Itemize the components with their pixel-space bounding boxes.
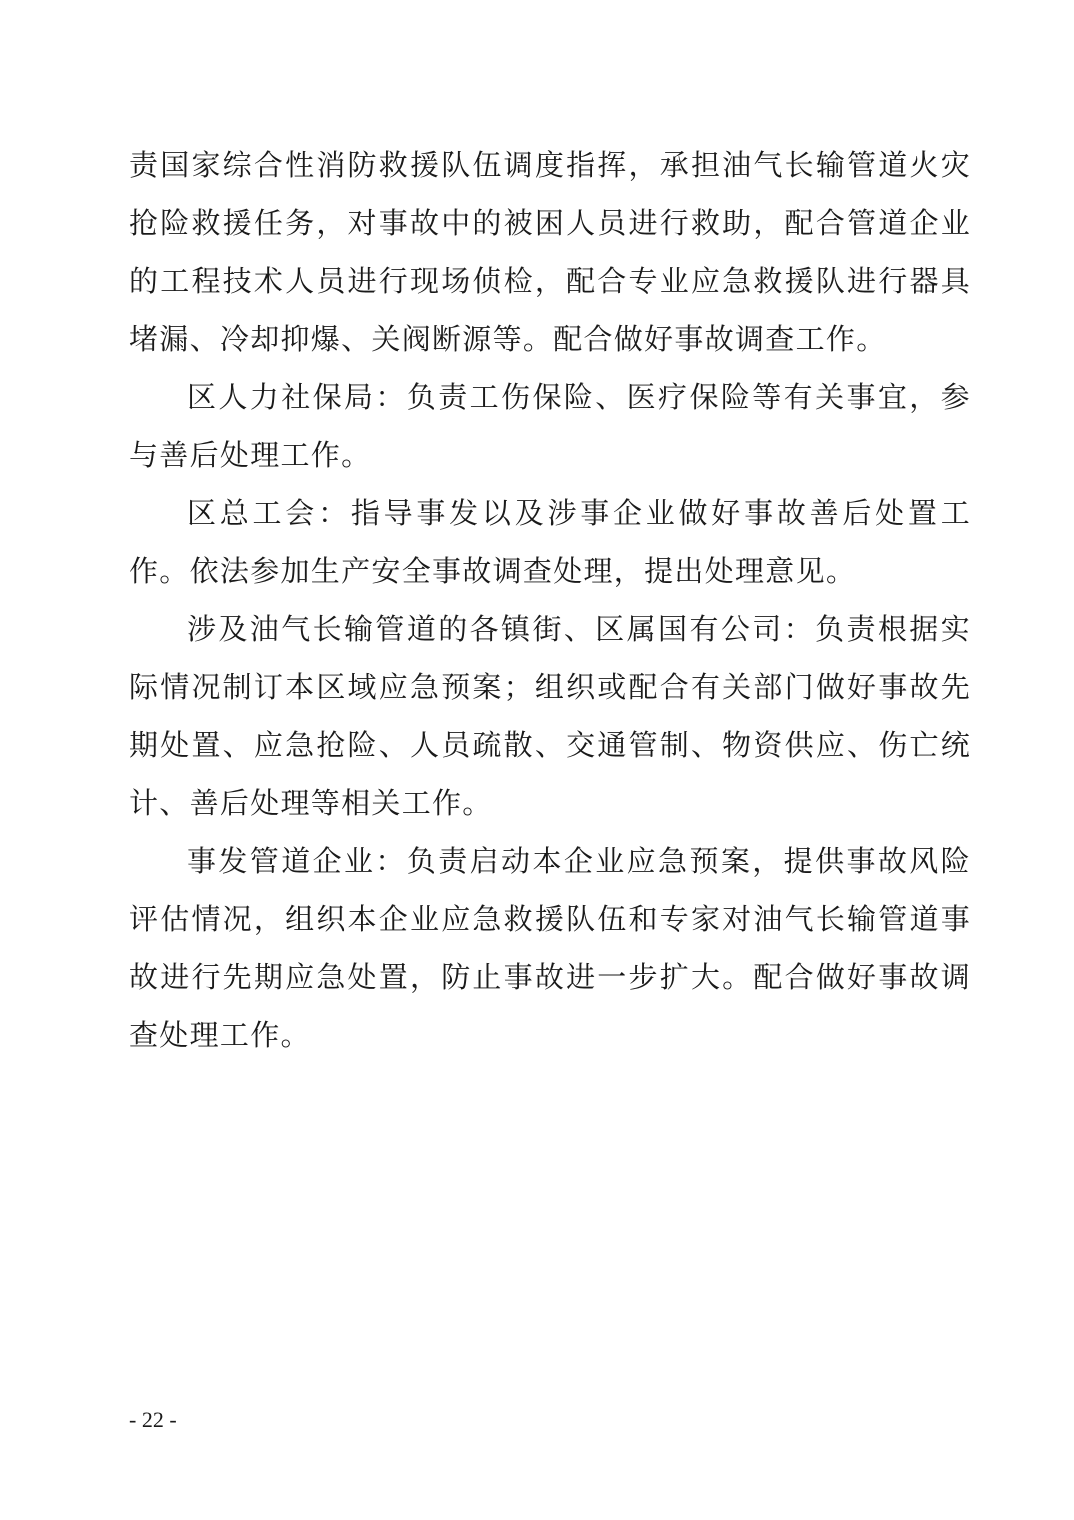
- paragraph-towns-and-state-owned-companies: 涉及油气长输管道的各镇街、区属国有公司：负责根据实际情况制订本区域应急预案；组织或配合有关部门做好事故先期处置、应急抢险、人员疏散、交通管制、物资供应、伤亡统计、善后处理等相关工作。: [129, 612, 971, 820]
- paragraph-fire-rescue-duties: 责国家综合性消防救援队伍调度指挥，承担油气长输管道火灾抢险救援任务，对事故中的被困人员进行救助，配合管道企业的工程技术人员进行现场侦检，配合专业应急救援队进行器具堵漏、冷却抑爆、关阀断源等。配合做好事故调查工作。: [129, 148, 971, 356]
- document-body: [129, 136, 971, 1064]
- paragraph-hr-social-security-bureau: 区人力社保局：负责工伤保险、医疗保险等有关事宜，参与善后处理工作。: [129, 380, 971, 472]
- page-number: - 22 -: [129, 1407, 177, 1432]
- paragraph-pipeline-enterprise: 事发管道企业：负责启动本企业应急预案，提供事故风险评估情况，组织本企业应急救援队伍和专家对油气长输管道事故进行先期应急处置，防止事故进一步扩大。配合做好事故调查处理工作。: [129, 844, 971, 1052]
- paragraph-federation-of-trade-unions: 区总工会：指导事发以及涉事企业做好事故善后处置工作。依法参加生产安全事故调查处理，提出处理意见。: [129, 496, 971, 588]
